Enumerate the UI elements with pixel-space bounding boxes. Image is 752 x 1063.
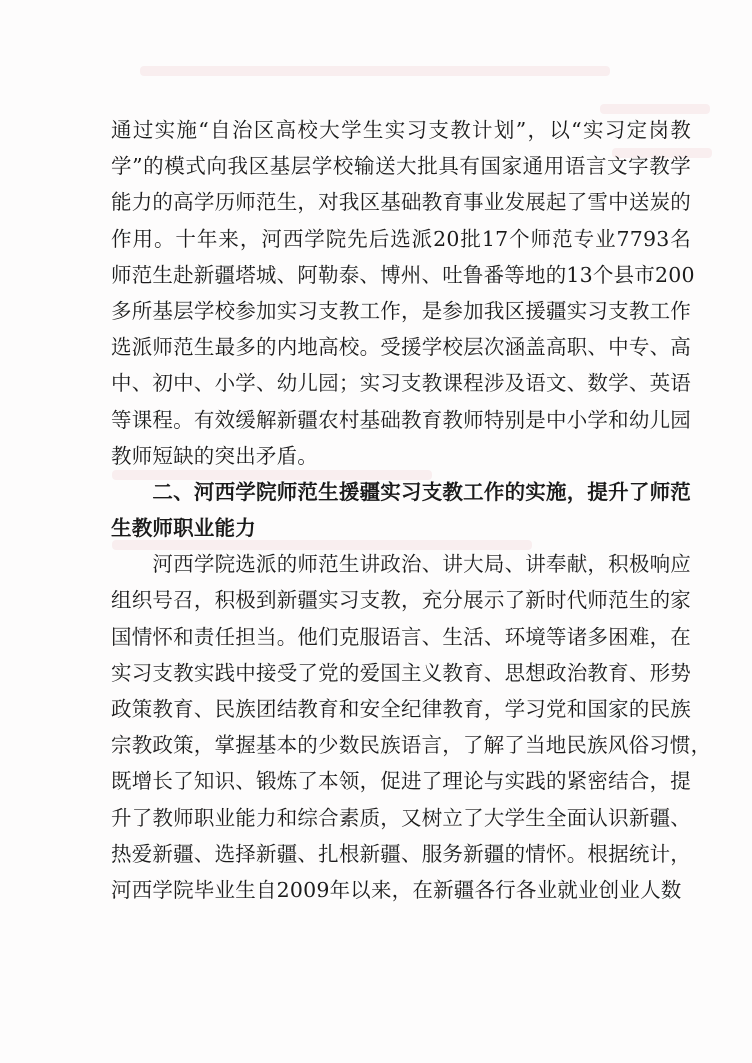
text-line: 政策教育、民族团结教育和安全纪律教育，学习党和国家的民族 — [111, 697, 691, 721]
text-line: 河西学院选派的师范生讲政治、讲大局、讲奉献，积极响应 — [111, 552, 691, 577]
paragraph-1 — [111, 112, 695, 474]
text-line: 升了教师职业能力和综合素质，又树立了大学生全面认识新疆、 — [111, 805, 691, 830]
text-line: 既增长了知识、锻炼了本领，促进了理论与实践的紧密结合，提 — [111, 769, 691, 794]
bleed-mark — [140, 66, 610, 76]
text-line: 通过实施“自治区高校大学生实习支教计划”，以“实习定岗教 — [111, 118, 691, 142]
section-heading — [111, 474, 691, 546]
text-line: 作用。十年来，河西学院先后选派20批17个师范专业7793名 — [111, 226, 691, 251]
text-line: 多所基层学校参加实习支教工作，是参加我区援疆实习支教工作 — [111, 298, 691, 323]
text-line: 选派师范生最多的内地高校。受援学校层次涵盖高职、中专、高 — [111, 335, 691, 360]
text-line: 组织号召，积极到新疆实习支教，充分展示了新时代师范生的家 — [111, 588, 691, 613]
text-line: 中、初中、小学、幼儿园；实习支教课程涉及语文、数学、英语 — [111, 371, 691, 396]
text-line: 学”的模式向我区基层学校输送大批具有国家通用语言文字教学 — [111, 154, 691, 179]
text-line: 国情怀和责任担当。他们克服语言、生活、环境等诸多困难，在 — [111, 624, 691, 649]
text-line: 师范生赴新疆塔城、阿勒泰、博州、吐鲁番等地的13个县市200 — [111, 262, 695, 287]
text-line: 河西学院毕业生自2009年以来，在新疆各行各业就业创业人数 — [111, 877, 682, 902]
text-line: 能力的高学历师范生，对我区基础教育事业发展起了雪中送炭的 — [111, 190, 691, 215]
body-text — [111, 112, 712, 908]
text-line: 教师短缺的突出矛盾。 — [111, 443, 318, 468]
text-line: 热爱新疆、选择新疆、扎根新疆、服务新疆的情怀。根据统计， — [111, 841, 691, 866]
heading-line: 二、河西学院师范生援疆实习支教工作的实施，提升了师范 — [111, 479, 691, 504]
text-line: 等课程。有效缓解新疆农村基础教育教师特别是中小学和幼儿园 — [111, 407, 691, 432]
heading-line: 生教师职业能力 — [111, 516, 256, 541]
text-line: 实习支教实践中接受了党的爱国主义教育、思想政治教育、形势 — [111, 660, 691, 685]
text-line: 宗教政策，掌握基本的少数民族语言，了解了当地民族风俗习惯， — [111, 733, 712, 758]
paragraph-2 — [111, 546, 712, 908]
